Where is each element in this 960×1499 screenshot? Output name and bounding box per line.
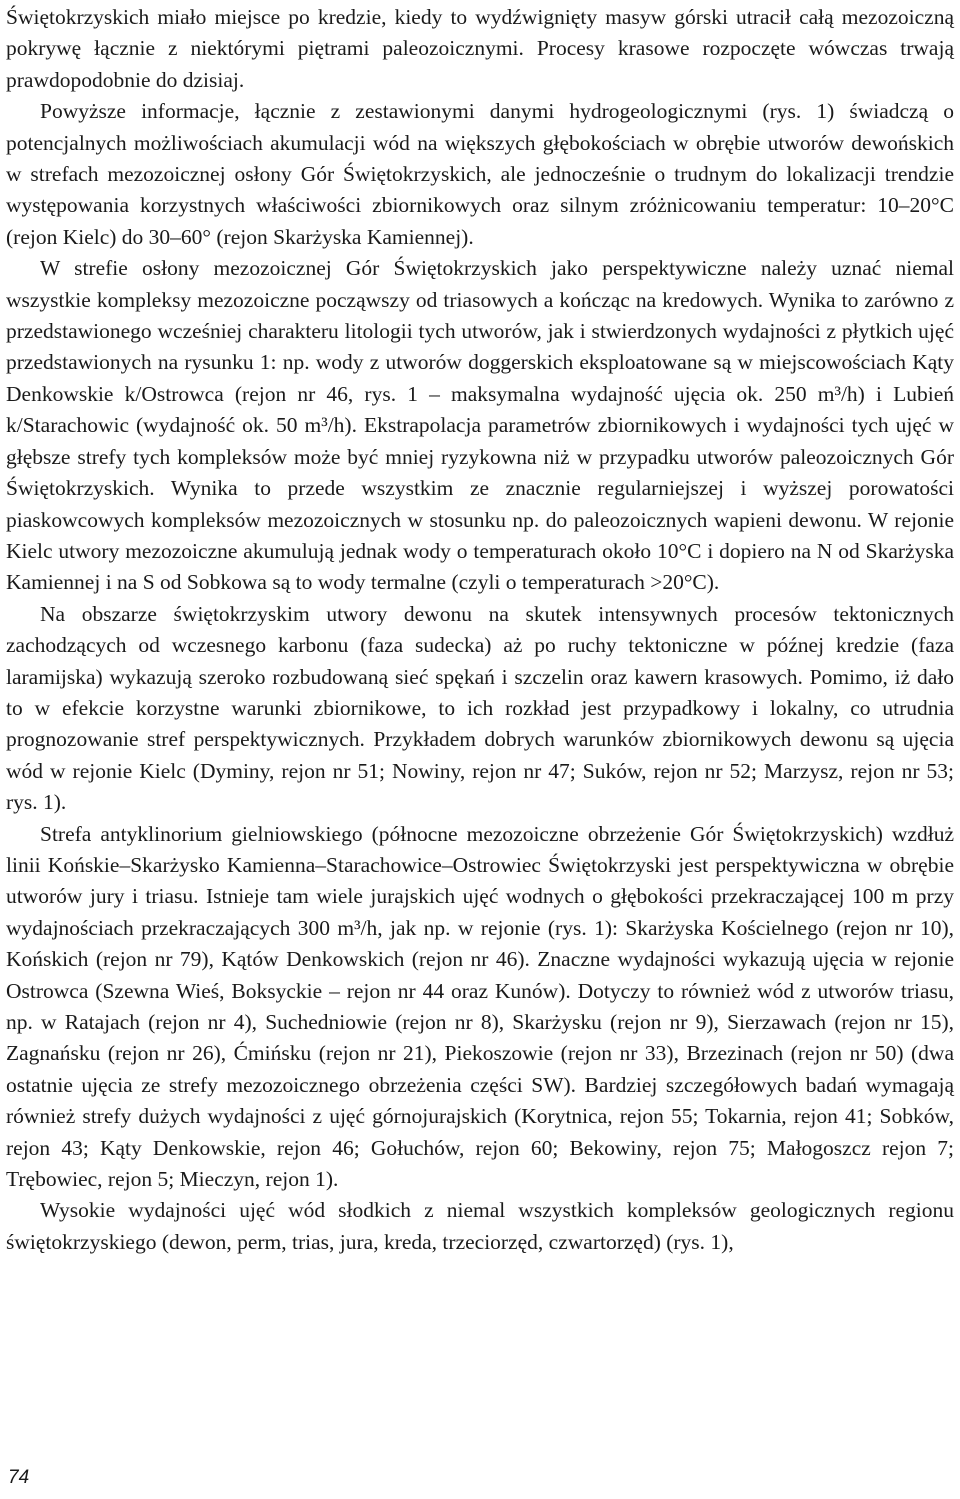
page-body <box>6 2 954 1258</box>
paragraph-6: Wysokie wydajności ujęć wód słodkich z niemal wszystkich kompleksów geologicznych regionu świętokrzyskiego (dewon, perm, trias, jura, kreda, trzeciorzęd, czwartorzęd) (rys. 1), <box>6 1198 954 1254</box>
page-number: 74 <box>8 1467 30 1488</box>
paragraph-4: Na obszarze świętokrzyskim utwory dewonu na skutek intensywnych procesów tektonicznych zachodzących od wczesnego karbonu (faza sudecka) aż po ruchy tektoniczne w późnej kredzie (faza laramijska) wykazują szeroko rozbudowaną sieć spękań i szczelin oraz kawern krasowych. Pomimo, iż dało to w efekcie korzystne warunki zbiornikowe, to ich rozkład jest przypadkowy i lokalny, co utrudnia prognozowanie stref perspektywicznych. Przykładem dobrych warunków zbiornikowych dewonu są ujęcia wód w rejonie Kielc (Dyminy, rejon nr 51; Nowiny, rejon nr 47; Suków, rejon nr 52; Marzysz, rejon nr 53; rys. 1). <box>6 601 954 815</box>
paragraph-3: W strefie osłony mezozoicznej Gór Świętokrzyskich jako perspektywiczne należy uznać niemal wszystkie kompleksy mezozoiczne począwszy od triasowych a kończąc na kredowych. Wynika to zarówno z przedstawionego wcześniej charakteru litologii tych utworów, jak i stwierdzonych wydajności z płytkich ujęć przedstawionych na rysunku 1: np. wody z utworów doggerskich eksploatowane są w miejscowościach Kąty Denkowskie k/Ostrowca (rejon nr 46, rys. 1 – maksymalna wydajność ujęcia ok. 250 m³/h) i Lubień k/Starachowic (wydajność ok. 50 m³/h). Ekstrapolacja parametrów zbiornikowych i wydajności tych ujęć w głębsze strefy tych kompleksów może być mniej ryzykowna niż w przypadku utworów paleozoicznych Gór Świętokrzyskich. Wynika to przede wszystkim ze znacznie regularniejszej i wyższej porowatości piaskowcowych kompleksów mezozoicznych w stosunku np. do paleozoicznych wapieni dewonu. W rejonie Kielc utwory mezozoiczne akumulują jednak wody o temperaturach około 10°C i dopiero na N od Skarżyska Kamiennej i na S od Sobkowa są to wody termalne (czyli o temperaturach >20°C). <box>6 256 954 595</box>
paragraph-2: Powyższe informacje, łącznie z zestawionymi danymi hydrogeologicznymi (rys. 1) świadczą o potencjalnych możliwościach akumulacji wód na większych głębokościach w obrębie utworów dewońskich w strefach mezozoicznej osłony Gór Świętokrzyskich, ale jednocześnie o trudnym do lokalizacji trendzie występowania korzystnych właściwości zbiornikowych oraz silnym zróżnicowaniu temperatur: 10–20°C (rejon Kielc) do 30–60° (rejon Skarżyska Kamiennej). <box>6 99 954 249</box>
paragraph-1: Świętokrzyskich miało miejsce po kredzie, kiedy to wydźwignięty masyw górski utracił całą mezozoiczną pokrywę łącznie z niektórymi piętrami paleozoicznymi. Procesy krasowe rozpoczęte wówczas trwają prawdopodobnie do dzisiaj. <box>6 5 954 92</box>
paragraph-5: Strefa antyklinorium gielniowskiego (północne mezozoiczne obrzeżenie Gór Świętokrzyskich) wzdłuż linii Końskie–Skarżysko Kamienna–Starachowice–Ostrowiec Świętokrzyski jest perspektywiczna w obrębie utworów jury i triasu. Istnieje tam wiele jurajskich ujęć wodnych o głębokości przekraczającej 100 m przy wydajnościach przekraczających 300 m³/h, jak np. w rejonie (rys. 1): Skarżyska Kościelnego (rejon nr 10), Końskich (rejon nr 79), Kątów Denkowskich (rejon nr 46). Znaczne wydajności wykazują ujęcia w rejonie Ostrowca (Szewna Wieś, Boksyckie – rejon nr 44 oraz Kunów). Dotyczy to również wód z utworów triasu, np. w Ratajach (rejon nr 4), Suchedniowie (rejon nr 8), Skarżysku (rejon nr 9), Sierzawach (rejon nr 15), Zagnańsku (rejon nr 26), Ćmińsku (rejon nr 21), Piekoszowie (rejon nr 33), Brzezinach (rejon nr 50) (dwa ostatnie ujęcia ze strefy mezozoicznego obrzeżenia części SW). Bardziej szczegółowych badań wymagają również strefy dużych wydajności z ujęć górnojurajskich (Korytnica, rejon 55; Tokarnia, rejon 41; Sobków, rejon 43; Kąty Denkowskie, rejon 46; Gołuchów, rejon 60; Bekowiny, rejon 75; Małogoszcz rejon 7; Trębowiec, rejon 5; Mieczyn, rejon 1). <box>6 821 954 1192</box>
